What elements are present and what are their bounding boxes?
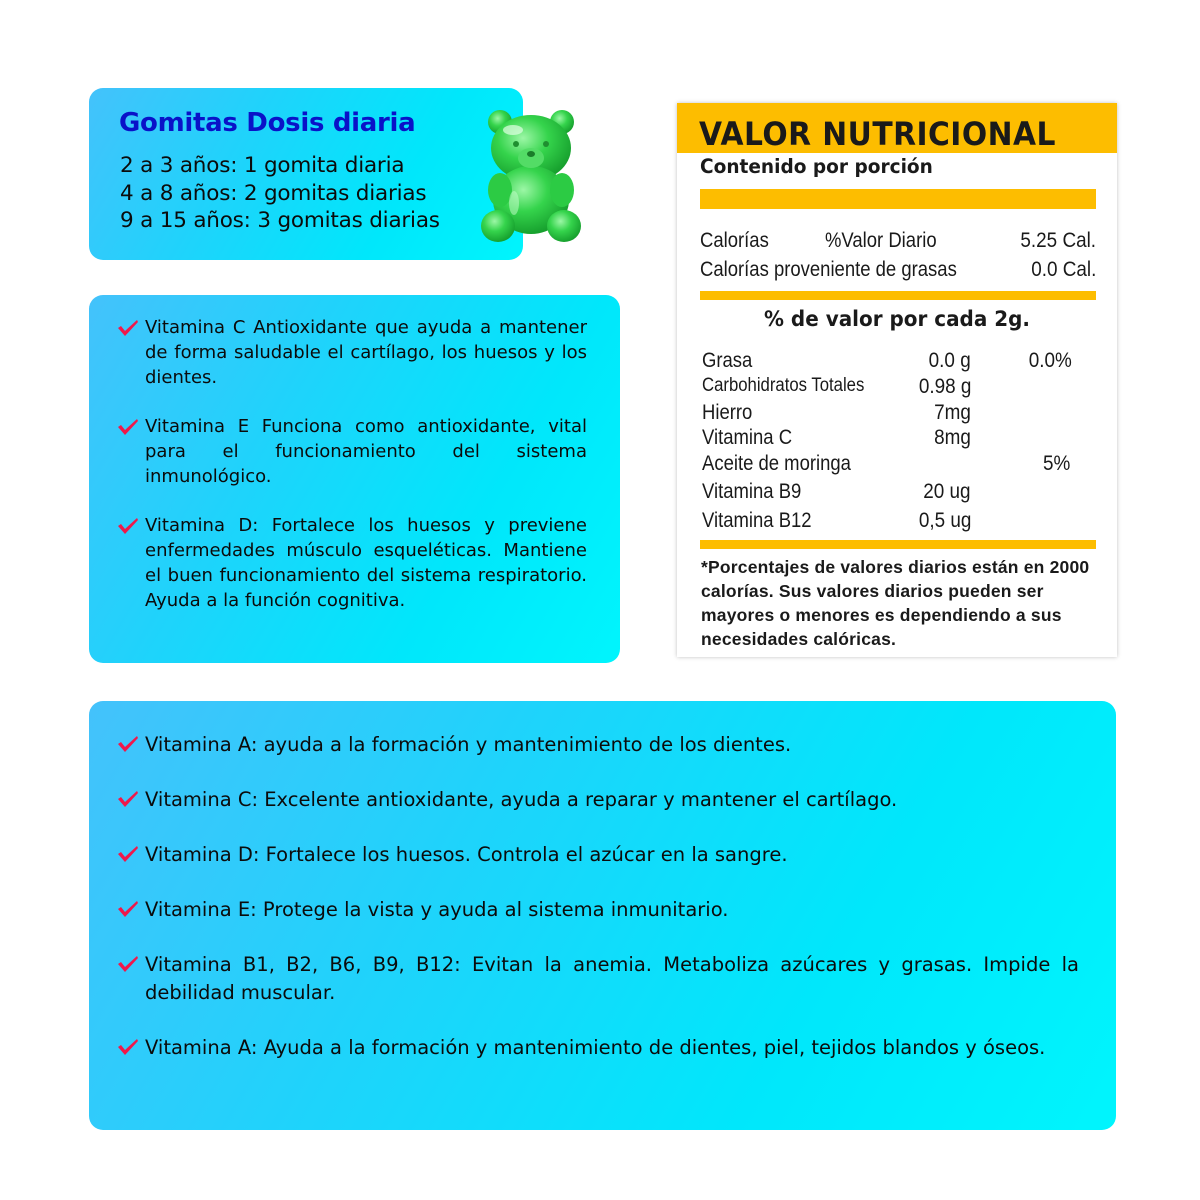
nutrient-row: Carbohidratos Totales 0.98 g — [702, 375, 971, 398]
vitamin-list — [117, 315, 587, 637]
checkmark-icon — [117, 418, 139, 436]
nutrition-header — [677, 103, 1117, 153]
vitamins-card — [89, 295, 620, 663]
nutrient-row: Vitamina B12 0,5 ug — [702, 509, 971, 532]
calories-value: 5.25 Cal. — [1020, 229, 1096, 252]
dose-card — [89, 88, 523, 260]
checkmark-icon — [117, 845, 139, 863]
fat-calories-row — [700, 258, 1096, 284]
benefits-list — [117, 731, 1079, 1089]
nutrient-row: Aceite de moringa 5% — [702, 452, 1070, 475]
dose-lines — [120, 152, 440, 235]
checkmark-icon — [117, 790, 139, 808]
list-item: Vitamina A: ayuda a la formación y mantenimiento de los dientes. — [117, 731, 1079, 759]
dose-line: 9 a 15 años: 3 gomitas diarias — [120, 208, 440, 233]
nutrition-footnote: *Porcentajes de valores diarios están en 2000 calorías. Sus valores diarios pueden ser mayores o menores es dependiendo a sus necesidades calóricas. — [701, 557, 1090, 649]
dose-line: 4 a 8 años: 2 gomitas diarias — [120, 180, 427, 206]
divider-bar — [700, 189, 1096, 209]
calories-label: Calorías — [700, 229, 769, 252]
divider-bar — [700, 291, 1096, 300]
list-item: Vitamina B1, B2, B6, B9, B12: Evitan la anemia. Metaboliza azúcares y grasas. Impide la debilidad muscular. — [117, 951, 1079, 1007]
fat-calories-value: 0.0 Cal. — [1030, 258, 1096, 281]
list-item: Vitamina E Funciona como antioxidante, vital para el funcionamiento del sistema inmunológico. — [117, 414, 587, 489]
list-item: Vitamina D: Fortalece los huesos. Controla el azúcar en la sangre. — [117, 841, 1079, 869]
list-item: Vitamina A: Ayuda a la formación y mantenimiento de dientes, piel, tejidos blandos y óseos. — [117, 1034, 1079, 1062]
benefits-card — [89, 701, 1116, 1130]
dose-title: Gomitas Dosis diaria — [119, 108, 416, 138]
list-item: Vitamina E: Protege la vista y ayuda al sistema inmunitario. — [117, 896, 1079, 924]
checkmark-icon — [117, 900, 139, 918]
list-item: Vitamina D: Fortalece los huesos y previene enfermedades músculo esqueléticas. Mantiene el buen funcionamiento del sistema respiratorio. Ayuda a la función cognitiva. — [117, 513, 587, 613]
checkmark-icon — [117, 955, 139, 973]
nutrient-row: Vitamina C 8mg — [702, 426, 971, 449]
fat-calories-label: Calorías proveniente de grasas — [700, 258, 957, 281]
nutrition-label — [677, 103, 1117, 657]
divider-bar — [700, 540, 1096, 549]
checkmark-icon — [117, 1038, 139, 1056]
dose-line: 2 a 3 años: 1 gomita diaria — [120, 153, 405, 178]
nutrient-row: Vitamina B9 20 ug — [702, 480, 971, 503]
checkmark-icon — [117, 319, 139, 337]
checkmark-icon — [117, 517, 139, 535]
gummy-bear-icon — [478, 108, 584, 244]
per-serving-heading: % de valor por cada 2g. — [763, 307, 1030, 331]
daily-value-label: %Valor Diario — [825, 229, 937, 252]
nutrient-row: Hierro 7mg — [702, 401, 971, 424]
nutrition-title: VALOR NUTRICIONAL — [699, 115, 1056, 153]
nutrition-subtitle: Contenido por porción — [700, 155, 933, 178]
nutrient-row: Grasa 0.0 g 0.0% — [702, 349, 1072, 372]
checkmark-icon — [117, 735, 139, 753]
calories-row — [700, 229, 1096, 255]
list-item: Vitamina C Antioxidante que ayuda a mantener de forma saludable el cartílago, los huesos y los dientes. — [117, 315, 587, 390]
list-item: Vitamina C: Excelente antioxidante, ayuda a reparar y mantener el cartílago. — [117, 786, 1079, 814]
